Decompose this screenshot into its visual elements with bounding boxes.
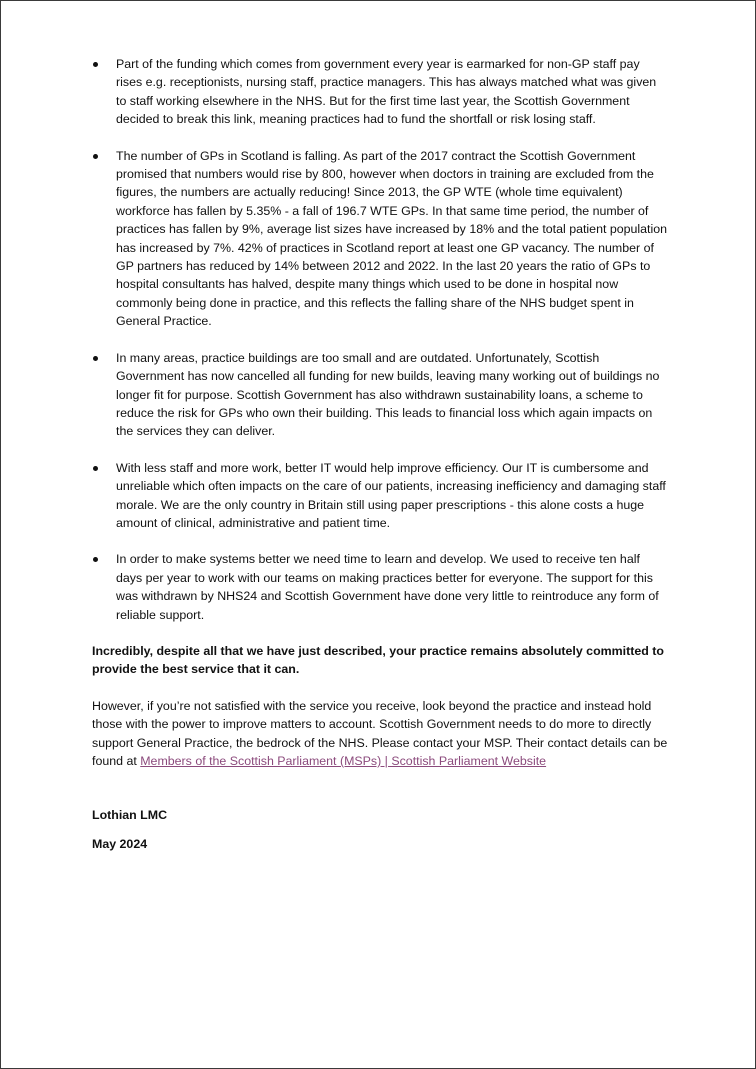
- bullet-text: In many areas, practice buildings are too small and are outdated. Unfortunately, Scottish Government has now cancelled all funding for new builds, leaving many working out of buildings no longer fit for purpose. Scottish Government has also withdrawn sustainability loans, a scheme to reduce the risk for GPs who own their building. This leads to financial loss which again impacts on the services they can deliver.: [116, 350, 660, 439]
- bullet-text: The number of GPs in Scotland is falling. As part of the 2017 contract the Scottish Government promised that numbers would rise by 800, however when doctors in training are excluded from the figures, the numbers are actually reducing! Since 2013, the GP WTE (whole time equivalent) workforce has fallen by 5.35% - a fall of 196.7 WTE GPs. In that same time period, the number of practices has fallen by 9%, average list sizes have increased by 18% and the total patient population has increased by 7%. 42% of practices in Scotland report at least one GP vacancy. The number of GP partners has reduced by 14% between 2012 and 2022. In the last 20 years the ratio of GPs to hospital consultants has halved, despite many things which used to be done in hospital now commonly being done in practice, and this reflects the falling share of the NHS budget spent in General Practice.: [116, 148, 668, 329]
- date: May 2024: [92, 836, 148, 851]
- bullet-icon: [93, 466, 98, 471]
- msp-website-link[interactable]: Members of the Scottish Parliament (MSPs) | Scottish Parliament Website: [140, 754, 547, 768]
- document-body: [92, 55, 668, 871]
- bullet-text: In order to make systems better we need time to learn and develop. We used to receive ten half days per year to work with our teams on making practices better for everyone. The support for this was withdrawn by NHS24 and Scottish Government have done very little to reintroduce any form of reliable support.: [116, 552, 659, 622]
- list-item: [92, 459, 668, 533]
- bullet-text: With less staff and more work, better IT would help improve efficiency. Our IT is cumbersome and unreliable which often impacts on the care of our patients, increasing inefficiency and damaging staff morale. We are the only country in Britain still using paper prescriptions - this alone costs a huge amount of clinical, administrative and patient time.: [116, 460, 666, 530]
- closing-paragraph: [92, 697, 668, 771]
- bullet-icon: [93, 62, 98, 67]
- commitment-statement: Incredibly, despite all that we have just described, your practice remains absolutely committed to provide the best service that it can.: [92, 643, 664, 677]
- bullet-icon: [93, 154, 98, 159]
- bullet-list: [92, 55, 668, 624]
- list-item: [92, 147, 668, 331]
- list-item: [92, 55, 668, 129]
- list-item: [92, 349, 668, 441]
- closing-text: However, if you’re not satisfied with the service you receive, look beyond the practice and instead hold those with the power to improve matters to account. Scottish Government needs to do more to directly support General Practice, the bedrock of the NHS. Please contact your MSP. Their contact details can be found at: [92, 698, 668, 768]
- bullet-text: Part of the funding which comes from government every year is earmarked for non-GP staff pay rises e.g. receptionists, nursing staff, practice managers. This has always matched what was given to staff working elsewhere in the NHS. But for the first time last year, the Scottish Government decided to break this link, meaning practices had to fund the shortfall or risk losing staff.: [116, 57, 657, 127]
- bullet-icon: [93, 356, 98, 361]
- list-item: [92, 550, 668, 624]
- signature: Lothian LMC: [92, 808, 168, 823]
- bullet-icon: [93, 557, 98, 562]
